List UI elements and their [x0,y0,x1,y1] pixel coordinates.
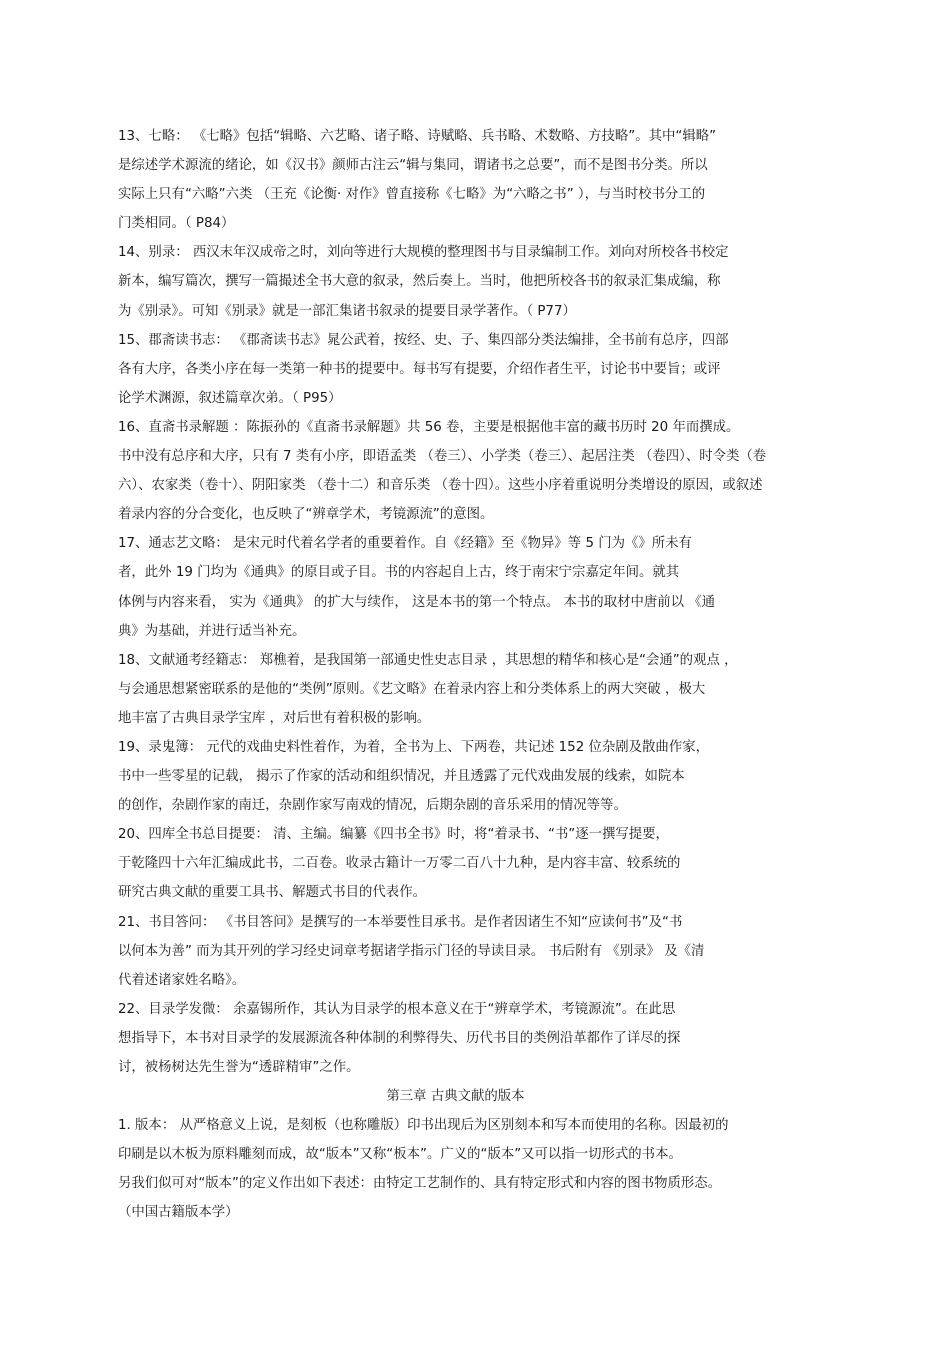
text-line: 印刷是以木板为原料雕刻而成，故“版本”又称“板本”。广义的“版本”又可以指一切形式的书本。 [118,1147,682,1163]
text-line: 16、直斋书录解题 ：陈振孙的《直斋书录解题》共 56 卷，主要是根据他丰富的藏书历时 20 年而撰成。 [118,419,740,435]
text-line: 着录内容的分合变化，也反映了“辨章学术，考镜源流”的意图。 [118,507,494,523]
document-body [118,122,843,1228]
text-line: 各有大序，各类小序在每一类第一种书的提要中。每书写有提要，介绍作者生平，讨论书中要旨；或评 [118,361,721,377]
text-line: 研究古典文献的重要工具书、解题式书目的代表作。 [118,885,426,901]
text-line: 者，此外 19 门均为《通典》的原目或子目。书的内容起自上古，终于南宋宁宗嘉定年间。就其 [118,565,680,581]
text-line: 19、录鬼簿： 元代的戏曲史料性着作，为着，全书为上、下两卷，共记述 152 位杂剧及散曲作家， [118,739,709,755]
text-line: 18、文献通考经籍志： 郑樵着，是我国第一部通史性史志目录 ，其思想的精华和核心是“会通”的观点 ， [118,652,738,668]
text-line: 代着述诸家姓名略》。 [118,972,246,988]
text-line: 地丰富了古典目录学宝库 ，对后世有着积极的影响。 [118,710,431,726]
text-line: 17、通志艺文略： 是宋元时代着名学者的重要着作。自《经籍》至《物异》等 5 门为《》所未有 [118,536,692,552]
text-line: 22、目录学发微： 余嘉锡所作，其认为目录学的根本意义在于“辨章学术，考镜源流”。在此思 [118,1001,676,1017]
text-line: 与会通思想紧密联系的是他的“类例”原则。《艺文略》在着录内容上和分类体系上的两大突破 ，极大 [118,681,706,697]
text-line: 六）、农家类（卷十）、阴阳家类 （卷十二）和音乐类 （卷十四）。这些小序着重说明分类增设的原因，或叙述 [118,478,763,494]
text-line: 体例与内容来看， 实为《通典》 的扩大与续作， 这是本书的第一个特点。 本书的取材中唐前以 《通 [118,594,716,610]
text-line: 以何本为善” 而为其开列的学习经史词章考据诸学指示门径的导读目录。 书后附有 《别录》 及《清 [118,943,705,959]
text-line: 书中没有总序和大序，只有 7 类有小序，即语孟类 （卷三）、小学类（卷三）、起居注类 （卷四）、时令类（卷 [118,449,767,465]
text-line: 典》为基础，并进行适当补充。 [118,623,306,639]
text-line: 论学术渊源，叙述篇章次弟。（ P95） [118,390,342,406]
text-line: 新本，编写篇次，撰写一篇撮述全书大意的叙录，然后奏上。当时，他把所校各书的叙录汇集成编，称 [118,274,721,290]
text-line: 14、别录： 西汉末年汉成帝之时，刘向等进行大规模的整理图书与目录编制工作。刘向对所校各书校定 [118,245,729,261]
text-line: 为《别录》。可知《别录》就是一部汇集诸书叙录的提要目录学著作。（ P77） [118,303,576,319]
text-line: 书中一些零星的记载， 揭示了作家的活动和组织情况，并且透露了元代戏曲发展的线索，如院本 [118,769,685,785]
text-line: 1. 版本： 从严格意义上说，是刻板（也称雕版）印书出现后为区别刻本和写本而使用的名称。因最初的 [118,1118,729,1134]
text-line: 想指导下，本书对目录学的发展源流各种体制的利弊得失、历代书目的类例沿革都作了详尽的探 [118,1030,681,1046]
text-line: 13、七略： 《七略》包括“辑略、六艺略、诸子略、诗赋略、兵书略、术数略、方技略”。其中“辑略” [118,129,717,144]
text-line: 另我们似可对“版本”的定义作出如下表述：由特定工艺制作的、具有特定形式和内容的图书物质形态。 [118,1176,722,1192]
text-line: 是综述学术源流的绪论，如《汉书》颜师古注云“辑与集同，谓诸书之总要”，而不是图书分类。所以 [118,158,708,174]
text-line: 21、书目答问： 《书目答问》是撰写的一本举要性目承书。是作者因诸生不知“应读何书”及“书 [118,914,683,930]
text-line: 20、四库全书总目提要： 清、主编。编纂《四书全书》时，将“着录书、“书”逐一撰写提要， [118,827,669,843]
text-line: 讨，被杨树达先生誉为“透辟精审”之作。 [118,1060,360,1075]
text-line: 于乾隆四十六年汇编成此书，二百卷。收录古籍计一万零二百八十九种，是内容丰富、较系统的 [118,856,681,872]
text-line: （中国古籍版本学） [118,1205,239,1221]
text-line: 实际上只有“六略”六类 （王充《论衡· 对作》曾直接称《七略》为“六略之书” ），与当时校书分工的 [118,187,706,203]
text-line: 门类相同。（ P84） [118,216,235,232]
chapter-heading: 第三章 古典文献的版本 [386,1089,525,1105]
text-line: 的创作，杂剧作家的南迁，杂剧作家写南戏的情况，后期杂剧的音乐采用的情况等等。 [118,798,627,814]
text-line: 15、郡斋读书志： 《郡斋读书志》晁公武着，按经、史、子、集四部分类法编排，全书前有总序，四部 [118,332,729,348]
